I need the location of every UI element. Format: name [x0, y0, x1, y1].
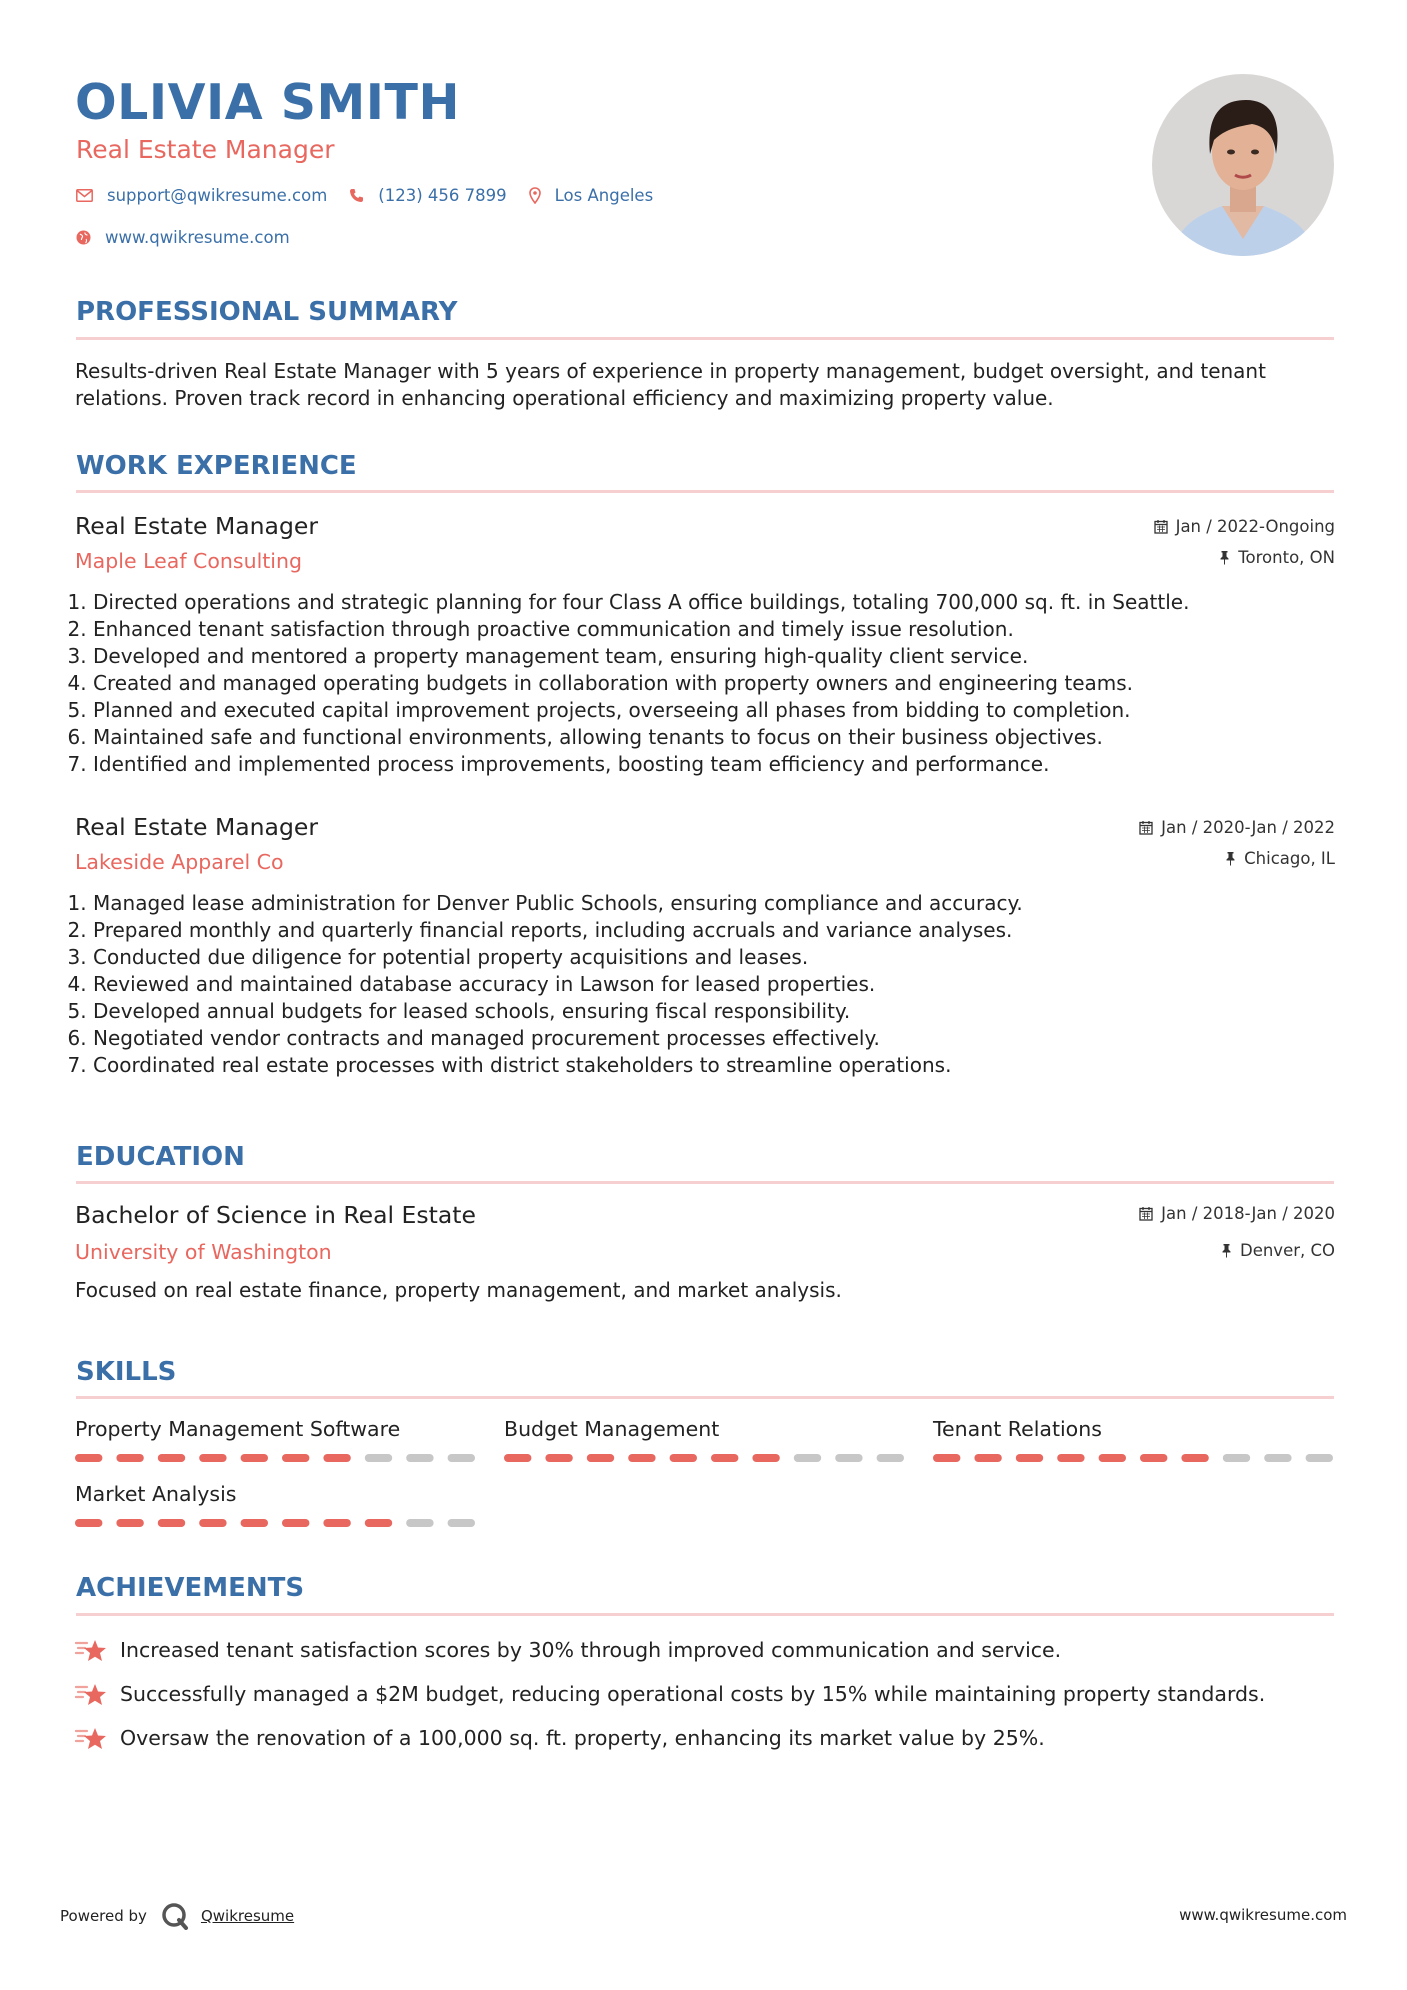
- skill-dash-filled: [75, 1454, 102, 1462]
- skill-dash-filled: [752, 1454, 779, 1462]
- summary-text: Results-driven Real Estate Manager with 5 years of experience in property management, budget oversight, and tenant relations. Proven track record in enhancing operational efficiency and maximizing property value.: [75, 359, 1266, 410]
- shooting-star-icon: [75, 1681, 108, 1708]
- skill-dash-empty: [365, 1454, 392, 1462]
- job-date-text: Jan / 2022-Ongoing: [1175, 517, 1335, 536]
- list-item: 1. Directed operations and strategic planning for four Class A office buildings, totaling 700,000 sq. ft. in Seattle.: [93, 589, 1343, 616]
- job-date: [1139, 818, 1335, 837]
- skill-dash-filled: [282, 1454, 309, 1462]
- phone-item[interactable]: [349, 186, 506, 205]
- list-item: 3. Conducted due diligence for potential property acquisitions and leases.: [93, 944, 1343, 971]
- education-location: [1221, 1241, 1335, 1260]
- map-pin-icon: [529, 187, 541, 204]
- skill-dash-filled: [504, 1454, 531, 1462]
- education-date-text: Jan / 2018-Jan / 2020: [1161, 1204, 1335, 1223]
- skill-dash-empty: [877, 1454, 904, 1462]
- job-bullets: [75, 589, 1343, 778]
- footer-website[interactable]: www.qwikresume.com: [1179, 1906, 1347, 1924]
- phone-icon: [349, 188, 364, 203]
- shooting-star-icon: [75, 1725, 108, 1752]
- skill-dash-filled: [241, 1454, 268, 1462]
- education-divider: [76, 1181, 1334, 1184]
- calendar-icon: [1154, 519, 1168, 534]
- shooting-star-icon: [75, 1637, 108, 1664]
- education-heading: EDUCATION: [76, 1142, 245, 1172]
- skill-dash-empty: [406, 1519, 433, 1527]
- skill-dash-empty: [835, 1454, 862, 1462]
- pushpin-icon: [1219, 550, 1230, 565]
- skill-level-bar: [504, 1454, 904, 1462]
- list-item: 4. Created and managed operating budgets in collaboration with property owners and engineering teams.: [93, 670, 1343, 697]
- list-item: 3. Developed and mentored a property management team, ensuring high-quality client service.: [93, 643, 1343, 670]
- summary-divider: [76, 337, 1334, 340]
- skill-dash-filled: [974, 1454, 1001, 1462]
- skill-dash-filled: [116, 1519, 143, 1527]
- list-item: 2. Enhanced tenant satisfaction through proactive communication and timely issue resolution.: [93, 616, 1343, 643]
- skill-level-bar: [933, 1454, 1333, 1462]
- skill-dash-filled: [199, 1519, 226, 1527]
- education-date: [1139, 1204, 1335, 1223]
- skill-dash-empty: [448, 1519, 475, 1527]
- skill-dash-filled: [158, 1454, 185, 1462]
- powered-by-label: Powered by: [60, 1907, 147, 1925]
- job-role: Real Estate Manager: [75, 512, 318, 540]
- calendar-icon: [1139, 820, 1153, 835]
- job-date: [1154, 517, 1335, 536]
- education-location-text: Denver, CO: [1239, 1241, 1335, 1260]
- list-item: 2. Prepared monthly and quarterly financial reports, including accruals and variance analyses.: [93, 917, 1343, 944]
- skill-dash-filled: [323, 1519, 350, 1527]
- candidate-title: Real Estate Manager: [76, 135, 335, 164]
- website-link[interactable]: www.qwikresume.com: [105, 228, 290, 247]
- footer-powered-by: [60, 1902, 294, 1930]
- skills-heading: SKILLS: [76, 1357, 177, 1387]
- skill-dash-filled: [323, 1454, 350, 1462]
- email-link[interactable]: support@qwikresume.com: [107, 186, 328, 205]
- pushpin-icon: [1225, 851, 1236, 866]
- job-company: Maple Leaf Consulting: [75, 549, 303, 573]
- skill-dash-filled: [158, 1519, 185, 1527]
- calendar-icon: [1139, 1206, 1153, 1221]
- list-item: 7. Identified and implemented process improvements, boosting team efficiency and performance.: [93, 751, 1343, 778]
- skill-name: Property Management Software: [75, 1417, 401, 1441]
- achievement-text: Successfully managed a $2M budget, reducing operational costs by 15% while maintaining property standards.: [120, 1682, 1266, 1706]
- skill-name: Tenant Relations: [933, 1417, 1102, 1441]
- skill-dash-filled: [1016, 1454, 1043, 1462]
- skill-name: Budget Management: [504, 1417, 720, 1441]
- skill-dash-filled: [116, 1454, 143, 1462]
- education-description: Focused on real estate finance, property management, and market analysis.: [75, 1278, 842, 1302]
- globe-icon: [76, 230, 91, 245]
- list-item: 6. Negotiated vendor contracts and managed procurement processes effectively.: [93, 1025, 1343, 1052]
- skill-dash-empty: [1306, 1454, 1333, 1462]
- achievement-item: [75, 1724, 1045, 1752]
- skill-dash-filled: [628, 1454, 655, 1462]
- school-name: University of Washington: [75, 1240, 332, 1264]
- list-item: 5. Developed annual budgets for leased schools, ensuring fiscal responsibility.: [93, 998, 1343, 1025]
- list-item: 6. Maintained safe and functional environments, allowing tenants to focus on their business objectives.: [93, 724, 1343, 751]
- skill-dash-filled: [199, 1454, 226, 1462]
- phone-number[interactable]: (123) 456 7899: [378, 186, 507, 205]
- job-role: Real Estate Manager: [75, 813, 318, 841]
- list-item: 1. Managed lease administration for Denver Public Schools, ensuring compliance and accuracy.: [93, 890, 1343, 917]
- email-item[interactable]: [76, 186, 327, 205]
- job-bullets: [75, 890, 1343, 1079]
- skill-dash-empty: [406, 1454, 433, 1462]
- skill-dash-filled: [1057, 1454, 1084, 1462]
- job-company: Lakeside Apparel Co: [75, 850, 284, 874]
- qwikresume-logo-icon: [161, 1902, 189, 1930]
- list-item: 7. Coordinated real estate processes with district stakeholders to streamline operations.: [93, 1052, 1343, 1079]
- website-item[interactable]: [76, 228, 290, 247]
- skill-dash-filled: [282, 1519, 309, 1527]
- skill-level-bar: [75, 1454, 475, 1462]
- experience-heading: WORK EXPERIENCE: [76, 451, 357, 481]
- profile-photo: [1152, 74, 1334, 256]
- skill-level-bar: [75, 1519, 475, 1527]
- skill-dash-empty: [794, 1454, 821, 1462]
- location-item: [529, 186, 654, 205]
- skill-dash-empty: [1223, 1454, 1250, 1462]
- skill-name: Market Analysis: [75, 1482, 237, 1506]
- skill-dash-filled: [1140, 1454, 1167, 1462]
- job-location: [1225, 849, 1335, 868]
- achievement-text: Increased tenant satisfaction scores by 30% through improved communication and service.: [120, 1638, 1062, 1662]
- location-text: Los Angeles: [554, 186, 654, 205]
- achievements-heading: ACHIEVEMENTS: [76, 1573, 305, 1603]
- contact-row-2: [76, 228, 312, 247]
- skills-divider: [76, 1396, 1334, 1399]
- skill-dash-filled: [670, 1454, 697, 1462]
- candidate-name: OLIVIA SMITH: [75, 74, 460, 131]
- job-date-text: Jan / 2020-Jan / 2022: [1161, 818, 1335, 837]
- list-item: 5. Planned and executed capital improvement projects, overseeing all phases from bidding to completion.: [93, 697, 1343, 724]
- skill-dash-filled: [587, 1454, 614, 1462]
- achievement-item: [75, 1636, 1061, 1664]
- skill-dash-filled: [365, 1519, 392, 1527]
- envelope-icon: [76, 189, 93, 202]
- contact-row-1: [76, 186, 675, 205]
- skill-dash-filled: [241, 1519, 268, 1527]
- skill-dash-filled: [1099, 1454, 1126, 1462]
- job-location-text: Toronto, ON: [1238, 548, 1335, 567]
- achievement-text: Oversaw the renovation of a 100,000 sq. ft. property, enhancing its market value by 25%.: [120, 1726, 1045, 1750]
- job-location: [1219, 548, 1335, 567]
- achievements-divider: [76, 1613, 1334, 1616]
- skill-dash-filled: [1181, 1454, 1208, 1462]
- list-item: 4. Reviewed and maintained database accuracy in Lawson for leased properties.: [93, 971, 1343, 998]
- experience-divider: [76, 490, 1334, 493]
- skill-dash-empty: [1264, 1454, 1291, 1462]
- degree-title: Bachelor of Science in Real Estate: [75, 1201, 476, 1229]
- skill-dash-filled: [545, 1454, 572, 1462]
- skill-dash-filled: [75, 1519, 102, 1527]
- skill-dash-filled: [711, 1454, 738, 1462]
- summary-heading: PROFESSIONAL SUMMARY: [76, 297, 458, 327]
- job-location-text: Chicago, IL: [1244, 849, 1335, 868]
- brand-link[interactable]: Qwikresume: [200, 1907, 295, 1925]
- achievement-item: [75, 1680, 1265, 1708]
- skill-dash-empty: [448, 1454, 475, 1462]
- pushpin-icon: [1221, 1243, 1232, 1258]
- skill-dash-filled: [933, 1454, 960, 1462]
